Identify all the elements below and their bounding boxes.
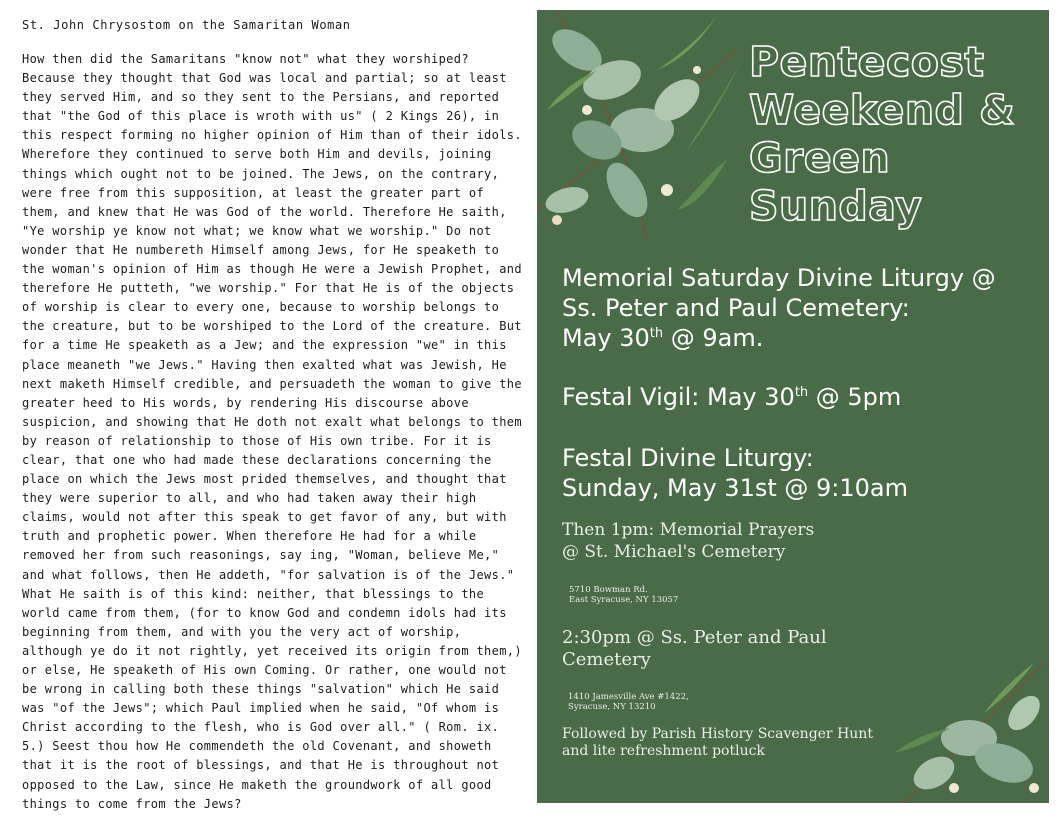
memorial-date: May 30 [562, 324, 650, 352]
vigil-time: @ 5pm [808, 383, 902, 411]
sermon-title: St. John Chrysostom on the Samaritan Woman [22, 18, 351, 32]
address-1-city: East Syracuse, NY 13057 [569, 595, 679, 605]
memorial-line-3 [562, 323, 996, 353]
cemetery-gathering [562, 627, 827, 671]
leaf-group-top [537, 10, 747, 240]
memorial-line-2: Ss. Peter and Paul Cemetery: [562, 294, 910, 322]
title-line-4: Sunday [749, 182, 923, 230]
cemetery-line-1: 2:30pm @ Ss. Peter and Paul [562, 627, 827, 648]
flyer-panel [537, 10, 1049, 803]
eucalyptus-leaves-bottom-illustration [874, 653, 1049, 803]
follow-line-2: and lite refreshment potluck [562, 743, 765, 759]
festal-vigil [562, 382, 901, 412]
prayers-line-2: @ St. Michael's Cemetery [562, 542, 786, 562]
follow-line-1: Followed by Parish History Scavenger Hunt [562, 726, 873, 742]
memorial-prayers [562, 519, 814, 563]
address-2-city: Syracuse, NY 13210 [568, 702, 656, 712]
prayers-line-1: Then 1pm: Memorial Prayers [562, 520, 815, 540]
st-michaels-address [569, 585, 678, 605]
title-line-1: Pentecost [749, 38, 985, 86]
eucalyptus-leaves-top-illustration [537, 10, 752, 260]
address-2-street: 1410 Jamesville Ave #1422, [568, 692, 689, 702]
memorial-time: @ 9am. [663, 324, 764, 352]
sermon-column [22, 18, 527, 814]
liturgy-line-2: Sunday, May 31st @ 9:10am [562, 474, 908, 502]
address-1-street: 5710 Bowman Rd. [569, 585, 648, 595]
flyer-title [749, 38, 1049, 230]
cemetery-line-2: Cemetery [562, 649, 651, 670]
vigil-date: Festal Vigil: May 30 [562, 383, 795, 411]
sermon-body: How then did the Samaritans "know not" what they worshiped? Because they thought that God was local and partial; so at least they served Him, and so they sent to the Persians, and reported that "the God of this place is wroth with us" ( 2 Kings 26), in this respect forming no higher opinion of Him than of their idols. Wherefore they continued to serve both Him and devils, joining things which ought not to be joined. The Jews, on the contrary, were free from this supposition, at least the greater part of them, and knew that He was God of the world. Therefore He saith, "Ye worship ye know not what; we know what we worship." Do not wonder that He numbereth Himself among Jews, for He speaketh to the woman's opinion of Him as though He were a Jewish Prophet, and therefore He putteth, "we worship." For that He is of the objects of worship is clear to every one, because to worship belongs to the creature, but to be worshiped to the Lord of the creature. But for a time He speaketh as a Jew; and the expression "we" in this place meaneth "we Jews." Having then exalted what was Jewish, He next maketh Himself credible, and persuadeth the woman to give the greater heed to His words, by rendering His discourse above suspicion, and showing that He doth not exalt what belongs to them by reason of relationship to those of His own tribe. For it is clear, that one who had made these declarations concerning the place on which the Jews most prided themselves, and thought that they were superior to all, and who had taken away their high claims, would not after this speak to get favor of any, but with truth and prophetic power. When therefore He had for a while removed her from such reasonings, say ing, "Woman, believe Me," and what follows, then He addeth, "for salvation is of the Jews." What He saith is of this kind: neither, that blessings to the world came from them, (for to know God and condemn idols had its beginning from them, and with you the very act of worship, although ye do it not rightly, yet received its origin from them,) or else, He speaketh of His own Coming. Or rather, one would not be wrong in calling both these things "salvation" which He said was "of the Jews"; which Paul implied when he said, "Of whom is Christ according to the flesh, who is God over all." ( Rom. ix. 5.) Seest thou how He commendeth the old Covenant, and showeth that it is the root of blessings, and that He is throughout not opposed to the Law, since He maketh the groundwork of all good things to come from the Jews? [22, 52, 522, 811]
scavenger-hunt-note [562, 726, 873, 760]
leaf-group-bottom [894, 663, 1046, 803]
title-line-2: Weekend & [749, 86, 1016, 134]
festal-divine-liturgy [562, 443, 908, 503]
cemetery-address [568, 692, 689, 712]
title-line-3: Green [749, 134, 891, 182]
memorial-date-suffix: th [649, 326, 664, 341]
liturgy-line-1: Festal Divine Liturgy: [562, 444, 814, 472]
vigil-date-suffix: th [794, 385, 809, 400]
memorial-liturgy [562, 263, 996, 353]
memorial-line-1: Memorial Saturday Divine Liturgy @ [562, 264, 996, 292]
